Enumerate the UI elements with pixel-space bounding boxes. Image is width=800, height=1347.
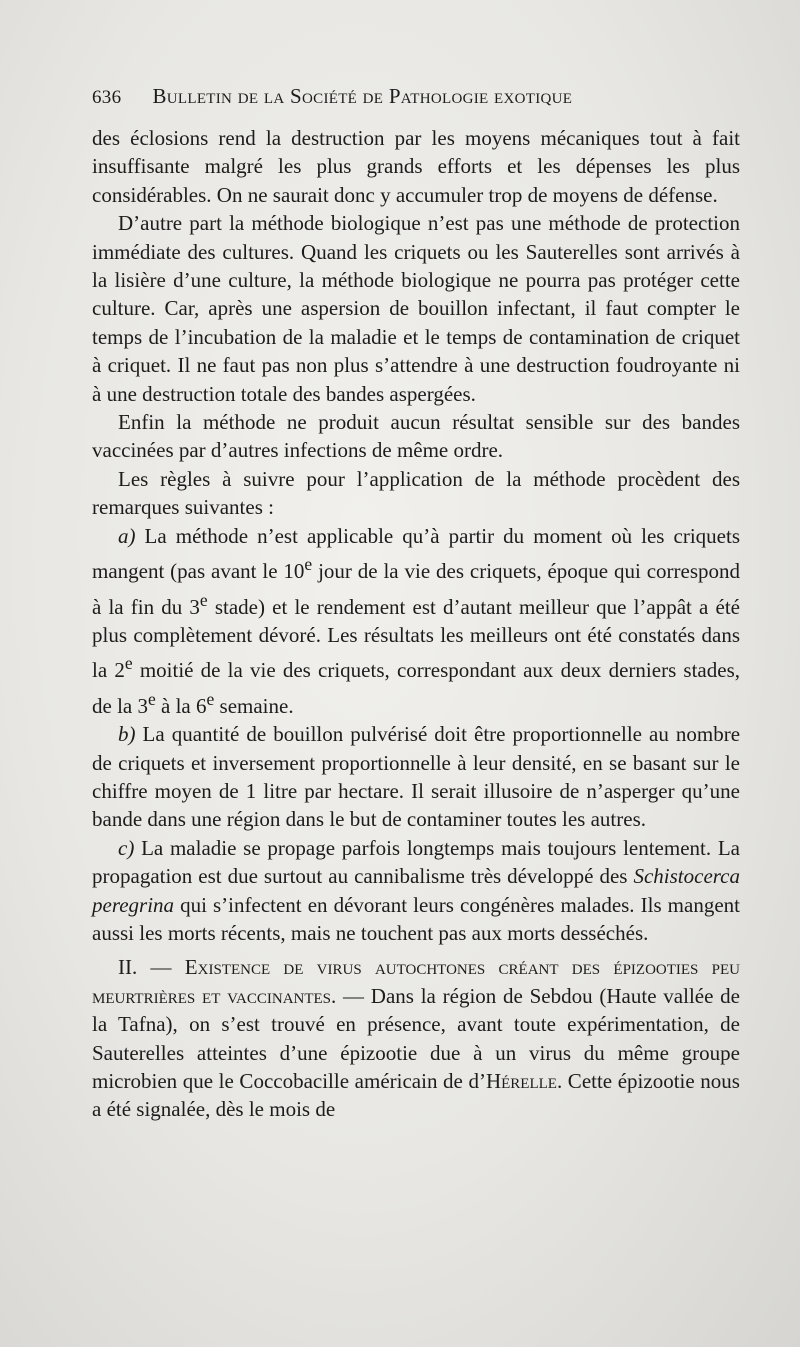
running-title: Bulletin de la Société de Pathologie exotique (152, 84, 573, 108)
paragraph-rule-b (92, 720, 740, 834)
rule-c-text-2: qui s’infectent en dévorant leurs congénères malades. Ils mangent aussi les morts récents, mais ne touchent pas aux morts desséchés. (92, 892, 740, 945)
rule-a-text-2: jour de la vie des criquets, époque qui correspond à la fin du 3 (92, 559, 740, 619)
section-ii (92, 953, 740, 1123)
section-numeral: II. (118, 955, 138, 980)
paragraph-rules-intro: Les règles à suivre pour l’application de la méthode procèdent des remarques suivantes : (92, 466, 740, 520)
rule-a-text-6: semaine. (214, 693, 294, 718)
rule-a-sup-4: e (147, 688, 156, 709)
rule-c-marker: c) (118, 835, 135, 860)
section-text-2: . Cette épizootie nous a été signalée, dès le mois de (92, 1069, 740, 1122)
paragraph-rule-a (92, 522, 740, 720)
paragraph-vaccinated-bands: Enfin la méthode ne produit aucun résultat sensible sur des bandes vaccinées par d’autres infections de même ordre. (92, 410, 740, 463)
paragraph-biological-method: D’autre part la méthode biologique n’est pas une méthode de protection immédiate des cultures. Quand les criquets ou les Sauterelles sont arrivés à la lisière d’une culture, la méthode biologique ne pourra pas protéger cette culture. Car, après une aspersion de bouillon infectant, il faut compter le temps de l’incubation de la maladie et le temps de contamination de criquet à criquet. Il ne faut pas non plus s’attendre à une destruction foudroyante ni à une destruction totale des bandes aspergées. (92, 211, 740, 406)
author-name: Hérelle (485, 1069, 557, 1093)
rule-a-text-3: stade) et le rendement est d’autant meilleur que l’appât a été plus complètement dévoré. Les résultats les meilleurs ont été constatés dans la 2 (92, 594, 740, 683)
rule-a-text-4: moitié de la vie des criquets, correspondant aux deux derniers stades, de la 3 (92, 658, 740, 718)
section-heading: — Existence de virus autochtones créant des épizooties peu meurtrières et vaccinantes. (92, 955, 741, 1008)
rule-a-text-1: La méthode n’est applicable qu’à partir du moment où les criquets mangent (pas avant le 10 (92, 523, 740, 584)
rule-a-text-5: à la 6 (155, 693, 207, 718)
rule-a-sup-1: e (304, 554, 313, 575)
rule-a-sup-3: e (124, 653, 133, 674)
rule-b-text: La quantité de bouillon pulvérisé doit être proportionnelle au nombre de criquets et inversement proportionnelle à leur densité, en se basant sur le chiffre moyen de 1 litre par hectare. Il serait illusoire de n’asperger qu’une bande dans une région dans le but de contaminer toutes les autres. (92, 722, 741, 832)
rule-a-sup-5: e (206, 688, 215, 709)
rule-a-sup-2: e (199, 589, 208, 610)
rule-b-marker: b) (118, 722, 136, 747)
rule-a-marker: a) (118, 523, 136, 548)
body-text (92, 124, 740, 1124)
paragraph-rule-c (92, 834, 740, 948)
running-header (92, 84, 742, 109)
paragraph-continuation: des éclosions rend la destruction par les moyens mécaniques tout à fait insuffisante malgré les plus grands efforts et les dépenses les plus considérables. On ne saurait donc y accumuler trop de moyens de défense. (92, 126, 740, 207)
section-text-1: — Dans la région de Sebdou (Haute vallée de la Tafna), on s’est trouvé en présence, avant toute expérimentation, de Sauterelles atteintes d’une épizootie due à un virus du même groupe microbien que le Coccobacille américain de d’ (92, 983, 741, 1093)
page-number: 636 (92, 87, 122, 108)
species-name: Schistocerca peregrina (92, 864, 740, 917)
rule-c-text-1: La maladie se propage parfois longtemps mais toujours lentement. La propagation est due surtout au cannibalisme très développé des (92, 835, 741, 889)
